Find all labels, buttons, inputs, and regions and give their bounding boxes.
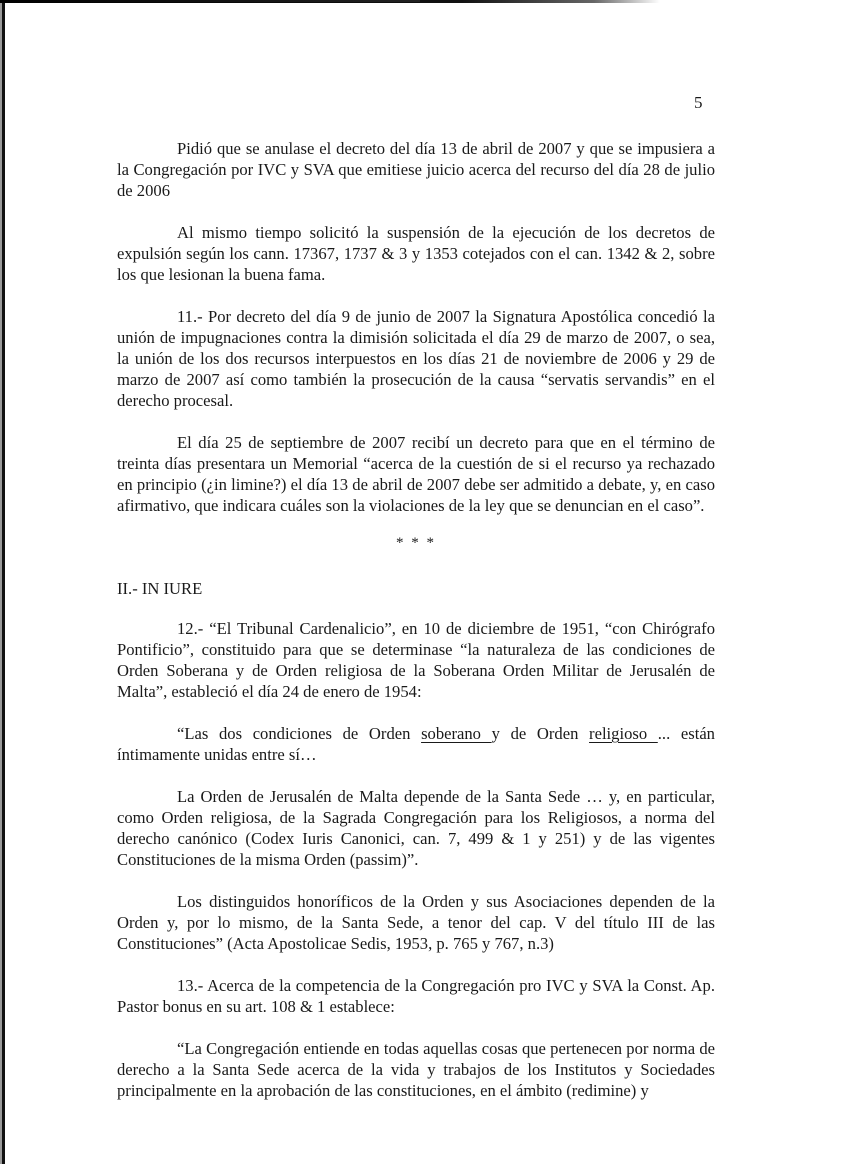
document-body [117, 138, 715, 1122]
scan-border-top-inner [0, 0, 420, 2]
quote-two-conditions [117, 723, 715, 765]
paragraph-memorial-decree: El día 25 de septiembre de 2007 recibí un decreto para que en el término de treinta días presentara un Memorial “acerca de la cuestión de si el recurso ya rechazado en principio (¿in limine?) el día 13 de abril de 2007 debe ser admitido a debate, y, en caso afirmativo, que indicara cuáles son la violaciones de la ley que se denuncian en el caso”. [117, 433, 715, 515]
paragraph-13: 13.- Acerca de la competencia de la Congregación pro IVC y SVA la Const. Ap. Pastor bonus en su art. 108 & 1 establece: [117, 976, 715, 1016]
quote-text-start: “Las dos condiciones de Orden [177, 724, 422, 743]
section-separator: * * * [396, 535, 436, 551]
quote-honorifics: Los distinguidos honoríficos de la Orden y sus Asociaciones dependen de la Orden y, por lo mismo, de la Santa Sede, a tenor del cap. V del título III de las Constituciones” (Acta Apostolicae Sedis, 1953, p. 765 y 767, n.3) [117, 892, 715, 953]
scan-border-left [2, 0, 5, 1164]
underlined-soberano: soberano [421, 724, 492, 743]
paragraph-11: 11.- Por decreto del día 9 de junio de 2007 la Signatura Apostólica concedió la unión de impugnaciones contra la dimisión solicitada el día 29 de marzo de 2007, o sea, la unión de los dos recursos interpuestos en los días 21 de noviembre de 2006 y 29 de marzo de 2007 así como también la prosecución de la causa “servatis servandis” en el derecho procesal. [117, 307, 715, 410]
paragraph-12: 12.- “El Tribunal Cardenalicio”, en 10 de diciembre de 1951, “con Chirógrafo Pontificio”, constituido para que se determinase “la naturaleza de las condiciones de Orden Soberana y de Orden religiosa de la Soberana Orden Militar de Jerusalén de Malta”, estableció el día 24 de enero de 1954: [117, 619, 715, 701]
paragraph-request-annulment: Pidió que se anulase el decreto del día 13 de abril de 2007 y que se impusiera a la Congregación por IVC y SVA que emitiese juicio acerca del recurso del día 28 de julio de 2006 [117, 139, 715, 200]
quote-pastor-bonus: “La Congregación entiende en todas aquellas cosas que pertenecen por norma de derecho a la Santa Sede acerca de la vida y trabajos de los Institutos y Sociedades principalmente en la aprobación de las constituciones, en el ámbito (redimine) y [117, 1039, 715, 1100]
section-heading-in-iure: II.- IN IURE [117, 579, 203, 598]
quote-order-dependence: La Orden de Jerusalén de Malta depende de la Santa Sede … y, en particular, como Orden religiosa, de la Sagrada Congregación para los Religiosos, a norma del derecho canónico (Codex Iuris Canonici, can. 7, 499 & 1 y 251) y de las vigentes Constituciones de la misma Orden (passim)”. [117, 787, 715, 869]
paragraph-suspension-request: Al mismo tiempo solicitó la suspensión de la ejecución de los decretos de expulsión según los cann. 17367, 1737 & 3 y 1353 cotejados con el can. 1342 & 2, sobre los que lesionan la buena fama. [117, 223, 715, 284]
underlined-religioso: religioso [589, 724, 658, 743]
quote-text-middle: y de Orden [491, 724, 590, 743]
page-number: 5 [694, 93, 703, 112]
quote-text-end: ... están íntimamente unidas entre sí… [117, 724, 715, 764]
